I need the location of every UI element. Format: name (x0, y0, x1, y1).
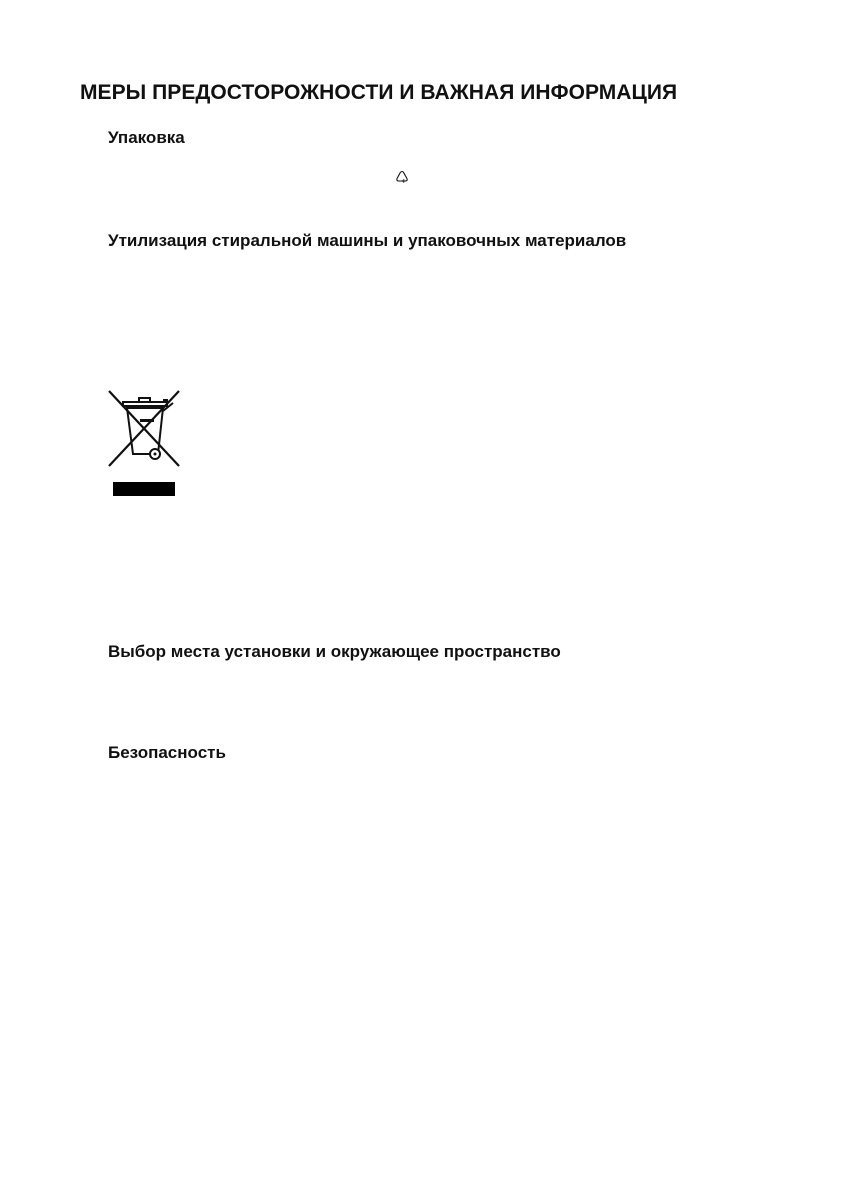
page-title: МЕРЫ ПРЕДОСТОРОЖНОСТИ И ВАЖНАЯ ИНФОРМАЦИЯ (80, 81, 678, 104)
section-heading-packaging: Упаковка (108, 128, 185, 147)
section-heading-location: Выбор места установки и окружающее пространство (108, 642, 561, 661)
crossed-out-wheelie-bin-icon (107, 389, 182, 499)
section-heading-safety: Безопасность (108, 743, 226, 762)
recycle-icon (395, 170, 409, 184)
section-heading-disposal: Утилизация стиральной машины и упаковочных материалов (108, 231, 627, 250)
